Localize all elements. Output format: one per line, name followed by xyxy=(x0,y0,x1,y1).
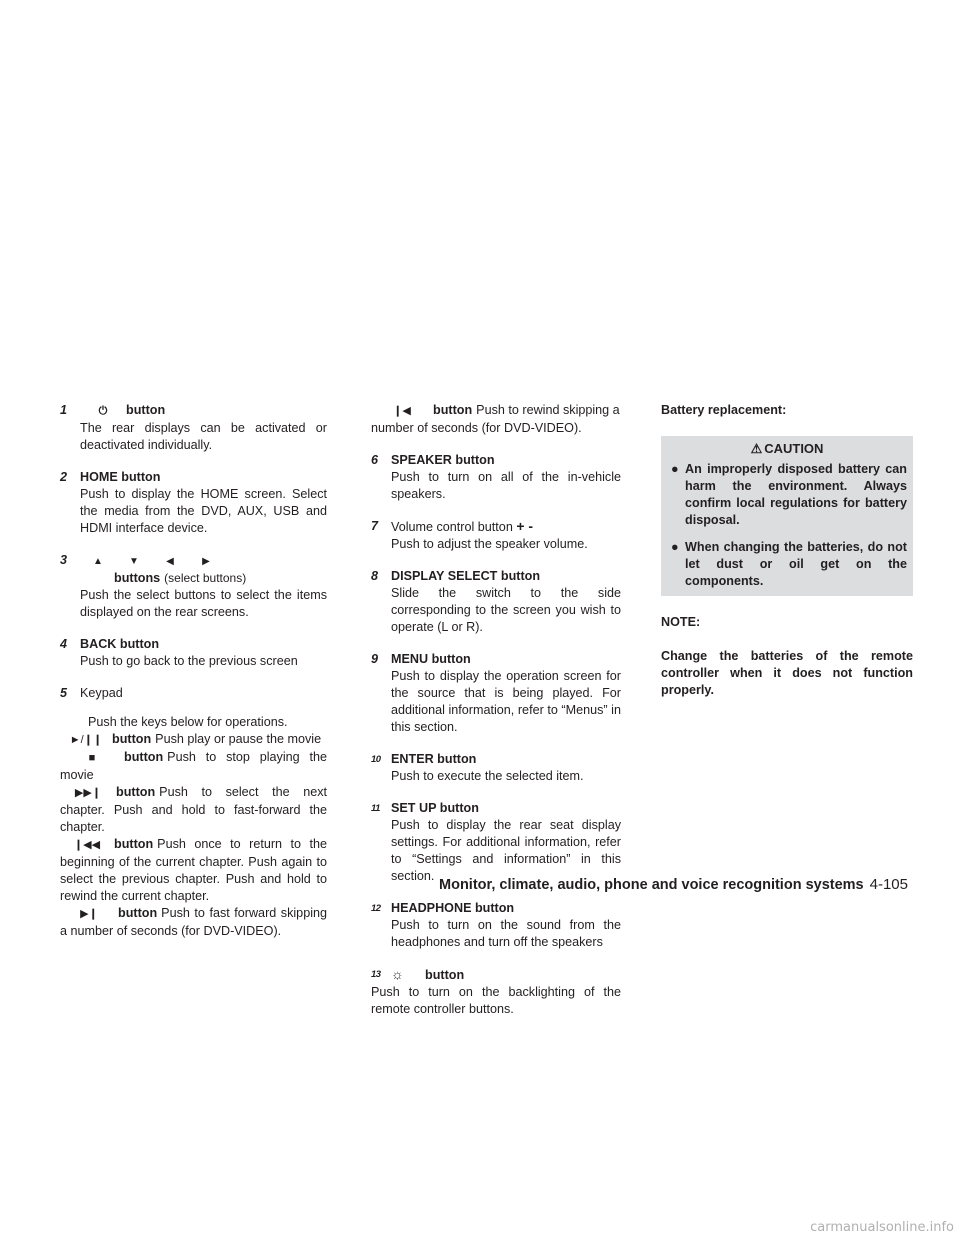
item-9 xyxy=(371,651,621,736)
power-icon: ⏻ xyxy=(98,405,108,417)
item-text: Push to display the rear seat display settings. For additional information, refer to “Settings and information” in this section. xyxy=(391,818,621,883)
item-number: 11 xyxy=(371,803,380,814)
key-label: button xyxy=(114,837,154,851)
item-13 xyxy=(371,966,621,1018)
item-1 xyxy=(60,402,327,454)
next-chapter-icon: ▶▶❙ xyxy=(74,787,102,799)
item-text: Push to display the HOME screen. Select the media from the DVD, AUX, USB and HDMI interface device. xyxy=(80,487,327,535)
middle-column xyxy=(371,402,621,1018)
item-3 xyxy=(60,552,327,621)
key-skip-back xyxy=(371,402,621,437)
item-number: 10 xyxy=(371,754,381,765)
item-heading: MENU button xyxy=(391,652,471,666)
item-heading-tail: (select buttons) xyxy=(164,571,247,585)
key-next-chapter xyxy=(60,784,327,836)
key-play-pause xyxy=(60,731,327,749)
backlight-icon: ☼ xyxy=(391,966,404,982)
item-number: 12 xyxy=(371,903,381,914)
item-number: 8 xyxy=(371,569,379,583)
item-number: 7 xyxy=(371,519,379,533)
key-text: Push play or pause the movie xyxy=(155,732,322,746)
skip-back-icon: ❙◀ xyxy=(393,405,411,417)
item-text: Push to go back to the previous screen xyxy=(80,654,298,668)
item-6 xyxy=(371,452,621,503)
item-heading: SPEAKER button xyxy=(391,453,495,467)
item-number: 1 xyxy=(60,403,68,417)
item-10 xyxy=(371,751,621,785)
item-text: Push to display the operation screen for the source that is being played. For additional information, refer to “Menus” in this section. xyxy=(391,669,621,734)
item-heading: ENTER button xyxy=(391,752,477,766)
item-text: Push to turn on the backlighting of the remote controller buttons. xyxy=(371,985,621,1016)
item-number: 13 xyxy=(371,969,381,980)
item-heading: DISPLAY SELECT button xyxy=(391,569,541,583)
item-2 xyxy=(60,469,327,537)
item-number: 5 xyxy=(60,686,68,700)
item-heading: Volume control button xyxy=(391,520,513,534)
item-text: Push to execute the selected item. xyxy=(391,769,584,783)
item-11 xyxy=(371,800,621,885)
item-text: Slide the switch to the side corresponding to the screen you wish to operate (L or R). xyxy=(391,586,621,634)
down-arrow-icon: ▼ xyxy=(129,556,139,567)
right-arrow-icon: ▶ xyxy=(202,556,210,567)
key-label: button xyxy=(124,750,164,764)
page-number: 4-105 xyxy=(869,876,908,893)
item-text: Push to adjust the speaker volume. xyxy=(391,537,588,551)
note-text: Change the batteries of the remote controller when it does not function properly. xyxy=(661,649,913,697)
bullet-icon: ● xyxy=(671,540,679,554)
key-stop xyxy=(60,749,327,784)
key-label: button xyxy=(112,732,152,746)
item-heading: button xyxy=(425,968,465,982)
right-column xyxy=(661,402,913,699)
caution-title: CAUTION xyxy=(764,441,824,456)
watermark: carmanualsonline.info xyxy=(810,1220,954,1235)
volume-symbols: + - xyxy=(516,518,534,534)
item-heading: BACK button xyxy=(80,637,160,651)
item-heading: HOME button xyxy=(80,470,161,484)
key-label: button xyxy=(118,906,158,920)
section-title: Battery replacement: xyxy=(661,403,787,417)
item-heading: HEADPHONE button xyxy=(391,901,515,915)
item-12 xyxy=(371,900,621,951)
key-text: Push to fast forward skipping a number of seconds (for DVD-VIDEO). xyxy=(60,906,327,938)
left-column xyxy=(60,402,327,940)
key-text: Push once to return to the beginning of the current chapter. Push again to select the previous chapter. Push and hold to rewind the current chapter. xyxy=(60,837,327,903)
item-4 xyxy=(60,636,327,670)
item-number: 4 xyxy=(60,637,68,651)
caution-heading xyxy=(667,436,907,461)
caution-box xyxy=(661,436,913,596)
item-text: Push the select buttons to select the items displayed on the rear screens. xyxy=(80,588,327,619)
play-pause-icon: ►/❙❙ xyxy=(69,734,103,746)
item-heading: buttons xyxy=(114,571,161,585)
item-number: 6 xyxy=(371,453,379,467)
left-arrow-icon: ◀ xyxy=(166,556,174,567)
item-text: Push to turn on all of the in-vehicle speakers. xyxy=(391,470,621,501)
item-heading: Keypad xyxy=(80,686,123,700)
warning-icon: ⚠ xyxy=(750,441,763,456)
key-skip-forward xyxy=(60,905,327,940)
caution-item: ● When changing the batteries, do not let dust or oil get on the components. xyxy=(671,540,907,588)
skip-forward-icon: ▶❙ xyxy=(80,908,98,920)
item-number: 3 xyxy=(60,553,68,567)
page-footer xyxy=(439,876,908,894)
item-text: The rear displays can be activated or deactivated individually. xyxy=(80,421,327,452)
stop-icon: ■ xyxy=(88,752,96,764)
key-label: button xyxy=(116,785,156,799)
item-text: Push to turn on the sound from the headphones and turn off the speakers xyxy=(391,918,621,949)
note-heading: NOTE: xyxy=(661,615,701,629)
key-text: Push to select the next chapter. Push and hold to fast-forward the chapter. xyxy=(60,785,327,834)
item-number: 2 xyxy=(60,470,68,484)
key-label: button xyxy=(433,403,473,417)
up-arrow-icon: ▲ xyxy=(93,556,103,567)
keypad-intro: Push the keys below for operations. xyxy=(88,715,288,729)
footer-section: Monitor, climate, audio, phone and voice recognition systems xyxy=(439,877,864,893)
item-8 xyxy=(371,568,621,636)
key-text: Push to stop playing the movie xyxy=(60,750,327,782)
item-heading: button xyxy=(126,403,166,417)
caution-list xyxy=(667,461,907,590)
item-5 xyxy=(60,685,327,940)
item-heading: SET UP button xyxy=(391,801,479,815)
item-7 xyxy=(371,518,621,553)
caution-item: ● An improperly disposed battery can harm the environment. Always confirm local regulations for battery disposal. xyxy=(671,462,907,527)
item-number: 9 xyxy=(371,652,379,666)
previous-chapter-icon: ❙◀◀ xyxy=(73,839,101,851)
key-text: Push to rewind skipping a number of seconds (for DVD-VIDEO). xyxy=(371,403,620,435)
key-previous-chapter xyxy=(60,836,327,905)
bullet-icon: ● xyxy=(671,462,679,476)
